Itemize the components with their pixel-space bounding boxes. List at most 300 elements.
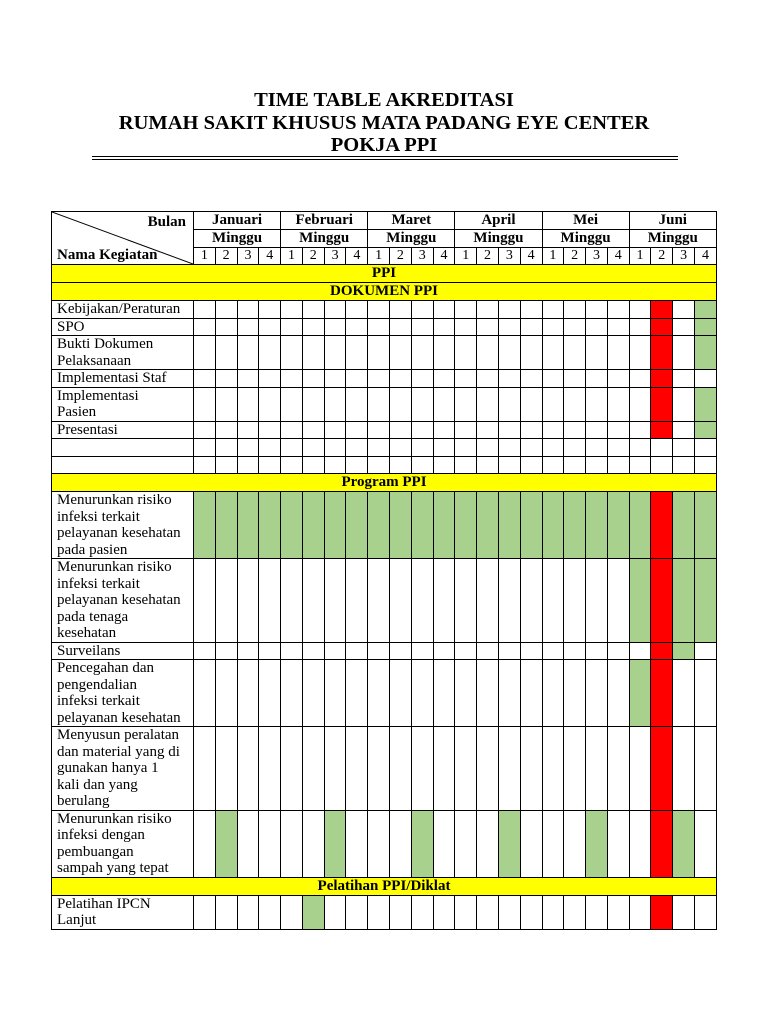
empty-week-cell xyxy=(542,895,564,929)
empty-week-cell xyxy=(302,660,324,727)
empty-week-cell xyxy=(346,895,368,929)
planned-week-cell xyxy=(673,559,695,643)
empty-week-cell xyxy=(390,370,412,388)
empty-week-cell xyxy=(629,387,651,421)
empty-week-cell xyxy=(215,439,237,457)
activity-label-line: Pelaksanaan xyxy=(57,352,132,369)
empty-week-cell xyxy=(520,387,542,421)
empty-week-cell xyxy=(520,318,542,336)
planned-week-cell xyxy=(215,810,237,877)
empty-week-cell xyxy=(433,727,455,811)
empty-week-cell xyxy=(564,370,586,388)
double-rule-divider xyxy=(92,156,678,160)
week-number: 2 xyxy=(651,248,673,265)
empty-week-cell xyxy=(215,318,237,336)
empty-week-cell xyxy=(542,559,564,643)
activity-label-line: Menurunkan risiko xyxy=(57,559,172,575)
empty-week-cell xyxy=(455,559,477,643)
week-number: 2 xyxy=(477,248,499,265)
empty-week-cell xyxy=(259,439,281,457)
empty-week-cell xyxy=(673,421,695,439)
empty-week-cell xyxy=(411,421,433,439)
empty-week-cell xyxy=(237,318,259,336)
minggu-label: Minggu xyxy=(542,230,629,248)
empty-week-cell xyxy=(281,318,303,336)
empty-week-cell xyxy=(390,660,412,727)
empty-week-cell xyxy=(324,336,346,370)
empty-week-cell xyxy=(629,642,651,660)
empty-week-cell xyxy=(346,727,368,811)
activity-row xyxy=(52,301,717,319)
empty-week-cell xyxy=(411,318,433,336)
empty-week-cell xyxy=(586,642,608,660)
planned-week-cell xyxy=(281,492,303,559)
empty-week-cell xyxy=(455,456,477,474)
minggu-label: Minggu xyxy=(194,230,281,248)
activity-label-line: gunakan hanya 1 xyxy=(57,760,159,776)
empty-week-cell xyxy=(324,727,346,811)
empty-week-cell xyxy=(564,810,586,877)
empty-week-cell xyxy=(629,727,651,811)
empty-week-cell xyxy=(194,810,216,877)
activity-label-line: pembuangan xyxy=(57,843,134,860)
highlight-week-cell xyxy=(651,895,673,929)
empty-week-cell xyxy=(411,642,433,660)
section-header: Program PPI xyxy=(52,474,717,492)
empty-week-cell xyxy=(455,370,477,388)
planned-week-cell xyxy=(586,810,608,877)
week-number: 3 xyxy=(498,248,520,265)
empty-week-cell xyxy=(477,456,499,474)
highlight-week-cell xyxy=(651,810,673,877)
empty-week-cell xyxy=(302,456,324,474)
empty-week-cell xyxy=(215,456,237,474)
planned-week-cell xyxy=(411,810,433,877)
empty-week-cell xyxy=(390,456,412,474)
empty-week-cell xyxy=(586,559,608,643)
empty-week-cell xyxy=(302,421,324,439)
empty-week-cell xyxy=(586,370,608,388)
empty-week-cell xyxy=(498,660,520,727)
empty-week-cell xyxy=(673,727,695,811)
empty-week-cell xyxy=(607,810,629,877)
empty-week-cell xyxy=(237,660,259,727)
empty-week-cell xyxy=(194,421,216,439)
empty-week-cell xyxy=(455,421,477,439)
empty-week-cell xyxy=(346,559,368,643)
week-number: 1 xyxy=(455,248,477,265)
section-row xyxy=(52,283,717,301)
activity-label-line: Surveilans xyxy=(57,642,121,659)
empty-week-cell xyxy=(607,895,629,929)
empty-week-cell xyxy=(694,895,716,929)
empty-week-cell xyxy=(673,456,695,474)
activity-label-line: Implementasi Staf xyxy=(57,370,167,386)
empty-week-cell xyxy=(346,301,368,319)
empty-week-cell xyxy=(586,336,608,370)
empty-week-cell xyxy=(194,387,216,421)
empty-week-cell xyxy=(477,301,499,319)
empty-week-cell xyxy=(368,810,390,877)
activity-label-line: pelayanan kesehatan xyxy=(57,525,181,541)
empty-week-cell xyxy=(542,387,564,421)
empty-week-cell xyxy=(259,810,281,877)
empty-week-cell xyxy=(455,895,477,929)
planned-week-cell xyxy=(694,336,716,370)
empty-week-cell xyxy=(194,660,216,727)
empty-week-cell xyxy=(433,370,455,388)
empty-week-cell xyxy=(281,559,303,643)
empty-week-cell xyxy=(586,456,608,474)
empty-week-cell xyxy=(607,456,629,474)
empty-week-cell xyxy=(368,727,390,811)
empty-week-cell xyxy=(368,439,390,457)
month-header-mei: Mei xyxy=(542,212,629,230)
week-number: 4 xyxy=(433,248,455,265)
empty-week-cell xyxy=(281,301,303,319)
week-number: 1 xyxy=(629,248,651,265)
empty-week-cell xyxy=(368,387,390,421)
empty-week-cell xyxy=(477,642,499,660)
activity-label xyxy=(52,456,194,474)
blank-row xyxy=(52,456,717,474)
empty-week-cell xyxy=(259,301,281,319)
empty-week-cell xyxy=(281,895,303,929)
planned-week-cell xyxy=(629,660,651,727)
planned-week-cell xyxy=(498,810,520,877)
empty-week-cell xyxy=(542,318,564,336)
empty-week-cell xyxy=(368,559,390,643)
planned-week-cell xyxy=(215,492,237,559)
empty-week-cell xyxy=(215,301,237,319)
empty-week-cell xyxy=(455,336,477,370)
minggu-label: Minggu xyxy=(629,230,716,248)
planned-week-cell xyxy=(694,387,716,421)
activity-label-line: SPO xyxy=(57,318,85,335)
corner-header-cell xyxy=(52,212,194,265)
empty-week-cell xyxy=(564,439,586,457)
empty-week-cell xyxy=(520,421,542,439)
empty-week-cell xyxy=(673,336,695,370)
activity-label xyxy=(52,559,194,643)
section-header: Pelatihan PPI/Diklat xyxy=(52,877,717,895)
planned-week-cell xyxy=(607,492,629,559)
empty-week-cell xyxy=(390,421,412,439)
empty-week-cell xyxy=(346,370,368,388)
blank-spacer xyxy=(52,439,193,456)
empty-week-cell xyxy=(368,336,390,370)
activity-label-line: Menyusun peralatan xyxy=(57,727,180,743)
activity-row xyxy=(52,642,717,660)
activity-label xyxy=(52,660,194,727)
activity-label-line: infeksi terkait xyxy=(57,693,140,709)
planned-week-cell xyxy=(520,492,542,559)
empty-week-cell xyxy=(237,370,259,388)
empty-week-cell xyxy=(324,456,346,474)
empty-week-cell xyxy=(520,336,542,370)
empty-week-cell xyxy=(498,456,520,474)
empty-week-cell xyxy=(498,439,520,457)
activity-label-line: pelayanan kesehatan xyxy=(57,592,181,608)
empty-week-cell xyxy=(607,336,629,370)
week-number: 3 xyxy=(324,248,346,265)
empty-week-cell xyxy=(281,336,303,370)
empty-week-cell xyxy=(215,660,237,727)
week-number: 4 xyxy=(346,248,368,265)
highlight-week-cell xyxy=(651,492,673,559)
activity-label-line: infeksi terkait xyxy=(57,575,140,592)
empty-week-cell xyxy=(194,727,216,811)
empty-week-cell xyxy=(194,318,216,336)
empty-week-cell xyxy=(542,810,564,877)
empty-week-cell xyxy=(281,387,303,421)
planned-week-cell xyxy=(673,492,695,559)
empty-week-cell xyxy=(673,387,695,421)
empty-week-cell xyxy=(390,642,412,660)
empty-week-cell xyxy=(542,370,564,388)
activity-label xyxy=(52,370,194,388)
empty-week-cell xyxy=(564,727,586,811)
activity-label-line: pada pasien xyxy=(57,541,128,558)
activity-label-line: infeksi terkait xyxy=(57,508,140,525)
week-number: 1 xyxy=(194,248,216,265)
planned-week-cell xyxy=(586,492,608,559)
activity-row xyxy=(52,660,717,727)
empty-week-cell xyxy=(498,642,520,660)
planned-week-cell xyxy=(302,492,324,559)
empty-week-cell xyxy=(368,895,390,929)
activity-label xyxy=(52,895,194,929)
empty-week-cell xyxy=(390,559,412,643)
empty-week-cell xyxy=(259,370,281,388)
week-number: 2 xyxy=(564,248,586,265)
empty-week-cell xyxy=(237,727,259,811)
empty-week-cell xyxy=(302,439,324,457)
empty-week-cell xyxy=(411,660,433,727)
planned-week-cell xyxy=(477,492,499,559)
empty-week-cell xyxy=(281,456,303,474)
minggu-label: Minggu xyxy=(455,230,542,248)
empty-week-cell xyxy=(477,895,499,929)
empty-week-cell xyxy=(673,301,695,319)
highlight-week-cell xyxy=(651,336,673,370)
empty-week-cell xyxy=(368,318,390,336)
empty-week-cell xyxy=(433,810,455,877)
empty-week-cell xyxy=(215,336,237,370)
empty-week-cell xyxy=(498,318,520,336)
empty-week-cell xyxy=(302,727,324,811)
empty-week-cell xyxy=(586,421,608,439)
schedule-table xyxy=(51,211,717,930)
empty-week-cell xyxy=(455,439,477,457)
empty-week-cell xyxy=(281,727,303,811)
activity-label-line: infeksi dengan xyxy=(57,827,145,843)
empty-week-cell xyxy=(586,439,608,457)
empty-week-cell xyxy=(324,895,346,929)
empty-week-cell xyxy=(673,660,695,727)
planned-week-cell xyxy=(411,492,433,559)
empty-week-cell xyxy=(324,559,346,643)
empty-week-cell xyxy=(651,439,673,457)
empty-week-cell xyxy=(477,727,499,811)
empty-week-cell xyxy=(324,370,346,388)
empty-week-cell xyxy=(237,336,259,370)
empty-week-cell xyxy=(259,642,281,660)
section-row xyxy=(52,877,717,895)
empty-week-cell xyxy=(259,559,281,643)
empty-week-cell xyxy=(498,336,520,370)
empty-week-cell xyxy=(368,642,390,660)
empty-week-cell xyxy=(455,642,477,660)
empty-week-cell xyxy=(324,421,346,439)
empty-week-cell xyxy=(433,387,455,421)
empty-week-cell xyxy=(477,318,499,336)
empty-week-cell xyxy=(324,660,346,727)
empty-week-cell xyxy=(433,318,455,336)
highlight-week-cell xyxy=(651,559,673,643)
planned-week-cell xyxy=(237,492,259,559)
empty-week-cell xyxy=(194,439,216,457)
title-line-1: TIME TABLE AKREDITASI xyxy=(254,89,514,111)
empty-week-cell xyxy=(302,370,324,388)
planned-week-cell xyxy=(629,559,651,643)
month-header-maret: Maret xyxy=(368,212,455,230)
empty-week-cell xyxy=(694,727,716,811)
section-header: PPI xyxy=(52,265,717,283)
empty-week-cell xyxy=(455,387,477,421)
activity-label xyxy=(52,387,194,421)
empty-week-cell xyxy=(673,895,695,929)
empty-week-cell xyxy=(607,318,629,336)
empty-week-cell xyxy=(411,370,433,388)
empty-week-cell xyxy=(237,559,259,643)
empty-week-cell xyxy=(302,387,324,421)
week-number: 4 xyxy=(520,248,542,265)
empty-week-cell xyxy=(411,301,433,319)
section-row xyxy=(52,474,717,492)
empty-week-cell xyxy=(411,387,433,421)
empty-week-cell xyxy=(302,336,324,370)
activity-row xyxy=(52,727,717,811)
empty-week-cell xyxy=(477,387,499,421)
empty-week-cell xyxy=(281,660,303,727)
empty-week-cell xyxy=(607,301,629,319)
empty-week-cell xyxy=(411,336,433,370)
highlight-week-cell xyxy=(651,387,673,421)
blank-spacer xyxy=(52,457,193,474)
empty-week-cell xyxy=(564,660,586,727)
activity-row xyxy=(52,559,717,643)
highlight-week-cell xyxy=(651,660,673,727)
planned-week-cell xyxy=(673,810,695,877)
empty-week-cell xyxy=(542,456,564,474)
empty-week-cell xyxy=(411,559,433,643)
planned-week-cell xyxy=(564,492,586,559)
activity-label xyxy=(52,492,194,559)
planned-week-cell xyxy=(346,492,368,559)
empty-week-cell xyxy=(586,895,608,929)
week-number: 2 xyxy=(215,248,237,265)
planned-week-cell xyxy=(302,895,324,929)
empty-week-cell xyxy=(346,318,368,336)
empty-week-cell xyxy=(302,642,324,660)
month-header-april: April xyxy=(455,212,542,230)
activity-row xyxy=(52,895,717,929)
planned-week-cell xyxy=(673,642,695,660)
empty-week-cell xyxy=(542,336,564,370)
empty-week-cell xyxy=(433,660,455,727)
week-number: 3 xyxy=(237,248,259,265)
empty-week-cell xyxy=(629,318,651,336)
empty-week-cell xyxy=(302,318,324,336)
planned-week-cell xyxy=(455,492,477,559)
empty-week-cell xyxy=(215,559,237,643)
empty-week-cell xyxy=(564,421,586,439)
empty-week-cell xyxy=(477,559,499,643)
empty-week-cell xyxy=(629,895,651,929)
empty-week-cell xyxy=(607,727,629,811)
empty-week-cell xyxy=(542,642,564,660)
empty-week-cell xyxy=(390,336,412,370)
planned-week-cell xyxy=(433,492,455,559)
empty-week-cell xyxy=(694,370,716,388)
empty-week-cell xyxy=(586,660,608,727)
empty-week-cell xyxy=(498,727,520,811)
empty-week-cell xyxy=(324,301,346,319)
planned-week-cell xyxy=(629,492,651,559)
week-number: 1 xyxy=(542,248,564,265)
activity-label-line: Kebijakan/Peraturan xyxy=(57,301,181,317)
title-line-3: POKJA PPI xyxy=(330,134,438,156)
empty-week-cell xyxy=(281,810,303,877)
empty-week-cell xyxy=(346,642,368,660)
empty-week-cell xyxy=(324,642,346,660)
empty-week-cell xyxy=(194,559,216,643)
empty-week-cell xyxy=(346,421,368,439)
empty-week-cell xyxy=(281,370,303,388)
week-number: 1 xyxy=(281,248,303,265)
empty-week-cell xyxy=(498,559,520,643)
empty-week-cell xyxy=(368,660,390,727)
week-number: 3 xyxy=(411,248,433,265)
section-row xyxy=(52,265,717,283)
empty-week-cell xyxy=(281,642,303,660)
activity-label-line: Implementasi xyxy=(57,387,139,404)
week-number: 4 xyxy=(694,248,716,265)
empty-week-cell xyxy=(346,810,368,877)
activity-label-line: berulang xyxy=(57,793,110,809)
empty-week-cell xyxy=(455,660,477,727)
empty-week-cell xyxy=(215,370,237,388)
section-header: DOKUMEN PPI xyxy=(52,283,717,301)
empty-week-cell xyxy=(455,810,477,877)
empty-week-cell xyxy=(586,301,608,319)
empty-week-cell xyxy=(564,456,586,474)
empty-week-cell xyxy=(433,642,455,660)
activity-label-line: Pelatihan IPCN xyxy=(57,895,151,912)
empty-week-cell xyxy=(237,895,259,929)
empty-week-cell xyxy=(215,895,237,929)
empty-week-cell xyxy=(607,439,629,457)
empty-week-cell xyxy=(259,421,281,439)
empty-week-cell xyxy=(629,301,651,319)
activity-label xyxy=(52,642,194,660)
activity-row xyxy=(52,421,717,439)
empty-week-cell xyxy=(237,387,259,421)
empty-week-cell xyxy=(520,456,542,474)
activity-label-line: Lanjut xyxy=(57,912,97,928)
minggu-label: Minggu xyxy=(281,230,368,248)
